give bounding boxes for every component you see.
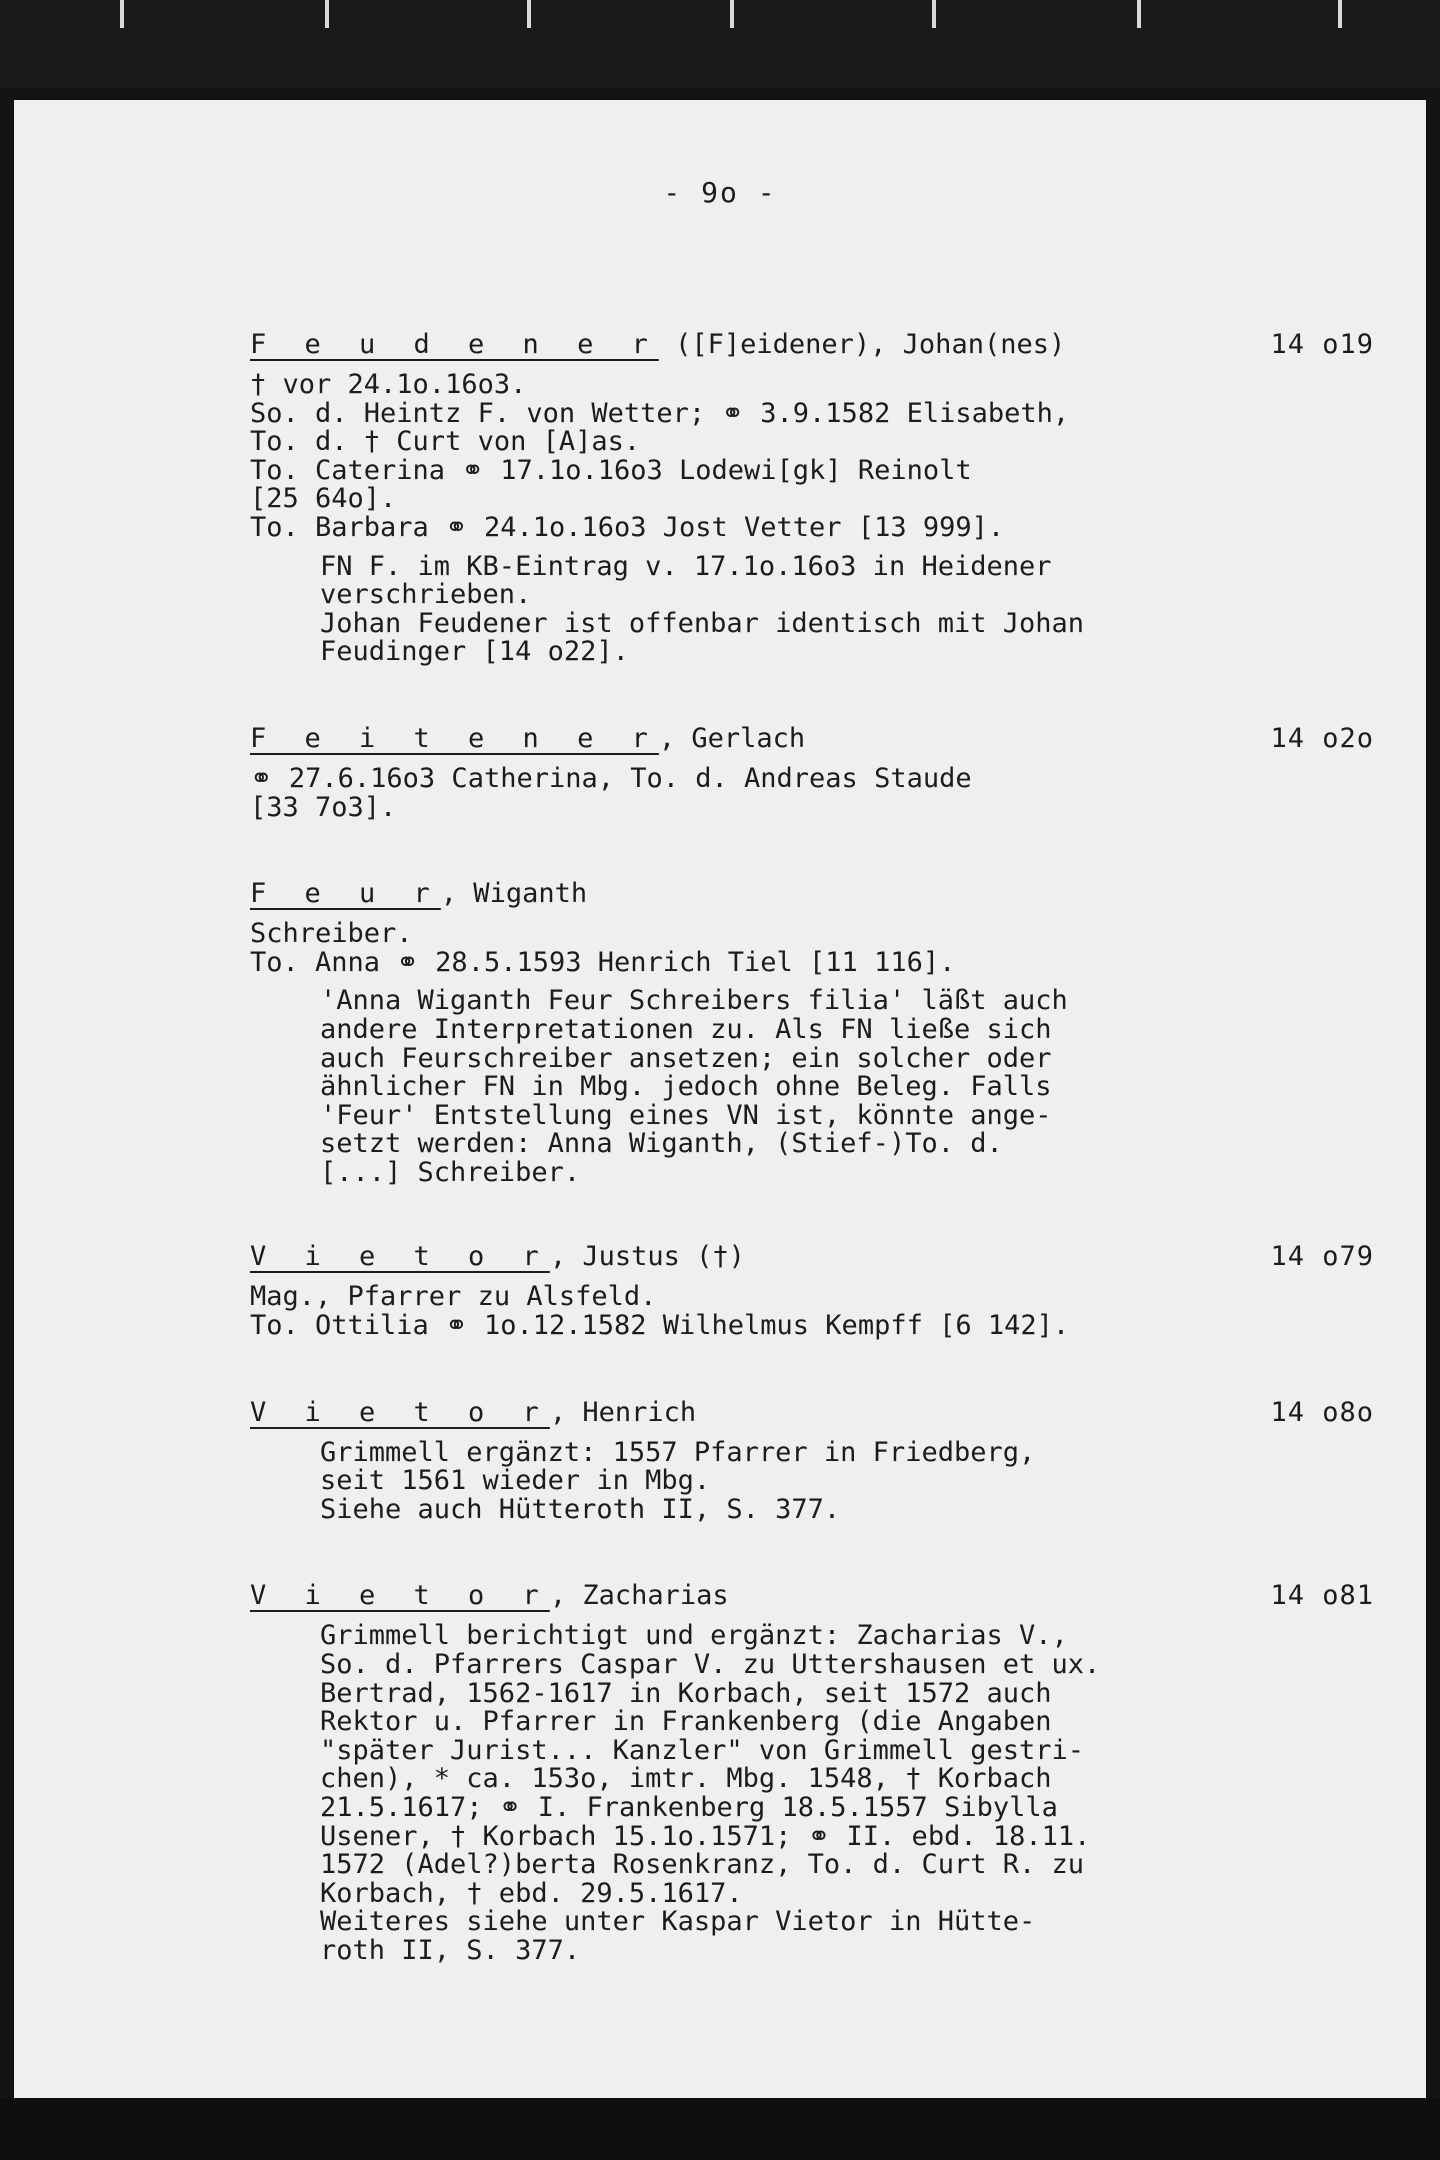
film-mark	[120, 0, 124, 28]
entry-line: To. d. † Curt von [A]as.	[250, 426, 641, 458]
note-line: "später Jurist... Kanzler" von Grimmell gestri-	[320, 1734, 1085, 1766]
entry	[250, 325, 1374, 667]
note-line: seit 1561 wieder in Mbg.	[320, 1465, 711, 1497]
entry-note	[250, 1436, 1374, 1525]
film-mark	[730, 0, 734, 28]
entry-id: 14 o81	[1270, 1580, 1374, 1612]
note-line: Usener, † Korbach 15.1o.1571; ⚭ II. ebd. 18.11.	[320, 1820, 1091, 1852]
note-line: 'Anna Wiganth Feur Schreibers filia' läßt auch	[320, 985, 1068, 1017]
entry-id: 14 o19	[1270, 329, 1374, 360]
note-line: andere Interpretationen zu. Als FN ließe sich	[320, 1013, 1052, 1045]
entry-line: So. d. Heintz F. von Wetter; ⚭ 3.9.1582 Elisabeth,	[250, 397, 1070, 429]
note-line: 1572 (Adel?)berta Rosenkranz, To. d. Curt R. zu	[320, 1849, 1085, 1881]
entry-heading	[250, 719, 1374, 759]
note-line: So. d. Pfarrers Caspar V. zu Uttershausen et ux.	[320, 1649, 1101, 1681]
note-line: 'Feur' Entstellung eines VN ist, könnte ange-	[320, 1099, 1052, 1131]
page-number: - 9o -	[663, 176, 777, 209]
entry-body	[250, 371, 1374, 543]
entry-line: Schreiber.	[250, 918, 413, 950]
entry-line: To. Barbara ⚭ 24.1o.16o3 Jost Vetter [13 999].	[250, 511, 1005, 543]
entry-line: To. Anna ⚭ 28.5.1593 Henrich Tiel [11 116].	[250, 946, 956, 978]
note-line: Weiteres siehe unter Kaspar Vietor in Hütte-	[320, 1906, 1036, 1938]
entry-line: Mag., Pfarrer zu Alsfeld.	[250, 1281, 657, 1313]
note-line: Grimmell berichtigt und ergänzt: Zacharias V.,	[320, 1620, 1068, 1652]
entry-given-name: , Zacharias	[549, 1580, 729, 1612]
entry-body	[250, 920, 1374, 977]
entry-list	[250, 325, 1374, 1966]
note-line: auch Feurschreiber ansetzen; ein solcher oder	[320, 1042, 1052, 1074]
entry-heading	[250, 1237, 1374, 1277]
note-line: Johan Feudener ist offenbar identisch mit Johan	[320, 607, 1085, 639]
entry-heading	[250, 1393, 1374, 1433]
entry	[250, 874, 1374, 1187]
film-mark	[325, 0, 329, 28]
entry-given-name: ([F]eidener), Johan(nes)	[658, 329, 1066, 360]
entry-heading	[250, 325, 1374, 365]
entry-body	[250, 762, 1374, 823]
note-line: verschrieben.	[320, 579, 532, 611]
entry-given-name: , Wiganth	[440, 878, 588, 910]
entry-given-name: , Henrich	[549, 1396, 697, 1428]
entry	[250, 1237, 1374, 1340]
entry-line: † vor 24.1o.16o3.	[250, 369, 527, 400]
note-line: Bertrad, 1562-1617 in Korbach, seit 1572 auch	[320, 1677, 1052, 1709]
note-line: [...] Schreiber.	[320, 1156, 581, 1188]
entry-surname: V i e t o r	[250, 1396, 550, 1428]
note-line: roth II, S. 377.	[320, 1934, 581, 1966]
entry-surname: F e u r	[250, 878, 441, 910]
entry-note	[250, 987, 1374, 1187]
entry-line: To. Ottilia ⚭ 1o.12.1582 Wilhelmus Kempff [6 142].	[250, 1310, 1070, 1342]
entry-heading	[250, 1576, 1374, 1616]
note-line: setzt werden: Anna Wiganth, (Stief-)To. d.	[320, 1128, 1003, 1160]
entry-line: ⚭ 27.6.16o3 Catherina, To. d. Andreas Staude	[250, 762, 972, 794]
entry-line: To. Caterina ⚭ 17.1o.16o3 Lodewi[gk] Reinolt	[250, 454, 972, 486]
entry-id: 14 o79	[1270, 1241, 1374, 1273]
entry-id: 14 o8o	[1270, 1396, 1374, 1428]
note-line: FN F. im KB-Eintrag v. 17.1o.16o3 in Heidener	[320, 550, 1052, 582]
note-line: ähnlicher FN in Mbg. jedoch ohne Beleg. Falls	[320, 1071, 1052, 1103]
entry-id: 14 o2o	[1270, 722, 1374, 754]
note-line: chen), * ca. 153o, imtr. Mbg. 1548, † Korbach	[320, 1763, 1052, 1795]
note-line: Grimmell ergänzt: 1557 Pfarrer in Friedberg,	[320, 1436, 1036, 1468]
film-strip-bottom	[0, 2098, 1440, 2160]
entry	[250, 1576, 1374, 1965]
entry-line: [25 64o].	[250, 483, 397, 515]
entry-surname: F e u d e n e r	[250, 329, 659, 360]
entry-note	[250, 1622, 1374, 1965]
entry-given-name: , Justus (†)	[549, 1241, 745, 1273]
film-mark	[1137, 0, 1141, 28]
film-strip-top	[0, 0, 1440, 88]
entry-heading	[250, 874, 1374, 914]
entry-surname: V i e t o r	[250, 1241, 550, 1273]
note-line: 21.5.1617; ⚭ I. Frankenberg 18.5.1557 Sibylla	[320, 1792, 1058, 1823]
note-line: Korbach, † ebd. 29.5.1617.	[320, 1877, 743, 1909]
entry	[250, 1393, 1374, 1525]
entry-line: [33 7o3].	[250, 791, 397, 823]
entry-surname: F e i t e n e r	[250, 722, 659, 754]
document-page	[14, 100, 1426, 2098]
entry-note	[250, 550, 1374, 668]
entry-body	[250, 1283, 1374, 1340]
note-line: Rektor u. Pfarrer in Frankenberg (die Angaben	[320, 1706, 1052, 1738]
note-line: Siehe auch Hütteroth II, S. 377.	[320, 1493, 841, 1525]
note-line: Feudinger [14 o22].	[320, 636, 629, 668]
film-mark	[527, 0, 531, 28]
entry-given-name: , Gerlach	[658, 722, 806, 754]
film-mark	[932, 0, 936, 28]
entry	[250, 719, 1374, 822]
entry-surname: V i e t o r	[250, 1580, 550, 1612]
film-mark	[1338, 0, 1342, 28]
